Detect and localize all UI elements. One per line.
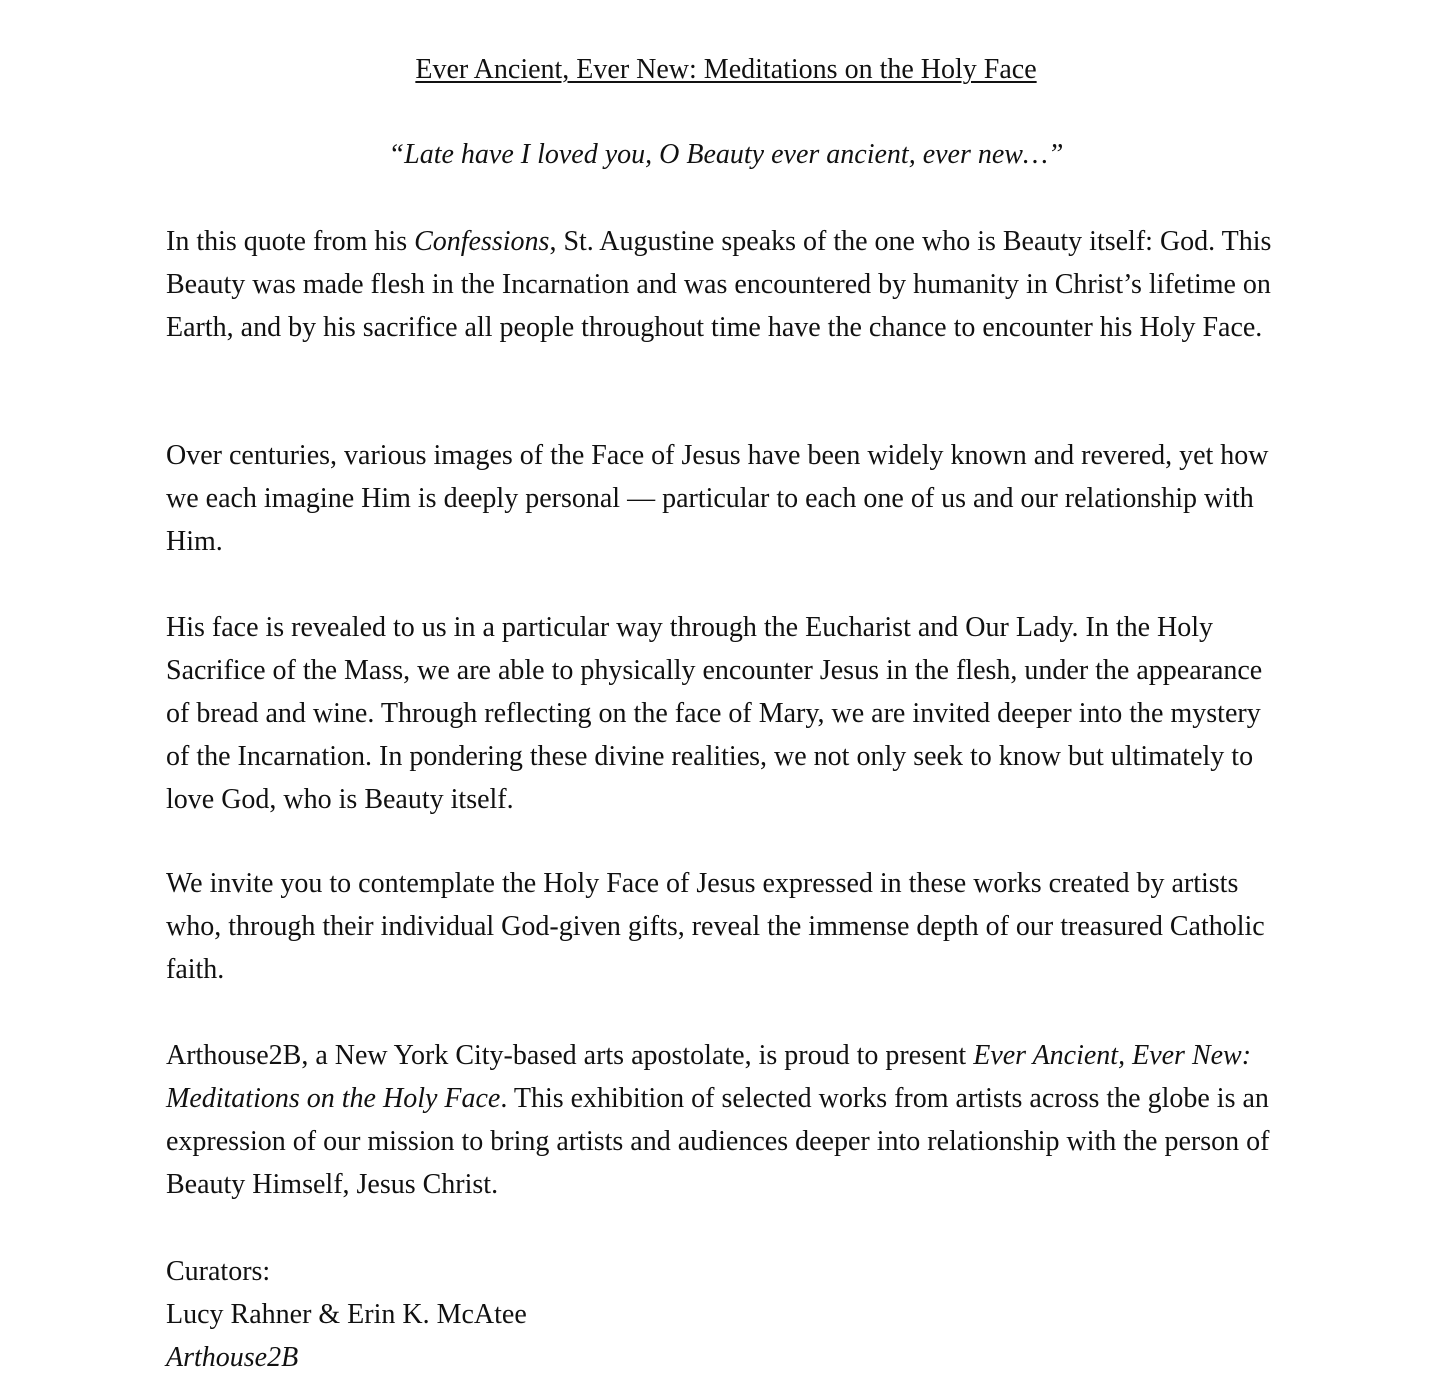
epigraph-quote: “Late have I loved you, O Beauty ever ancient, ever new…” <box>388 139 1064 170</box>
paragraph-confessions <box>166 220 1286 349</box>
paragraph-5-text-a: Arthouse2B, a New York City-based arts apostolate, is proud to present <box>166 1040 974 1071</box>
paragraph-1-text-a: In this quote from his <box>166 226 415 257</box>
paragraph-invitation: We invite you to contemplate the Holy Face of Jesus expressed in these works created by artists who, through their individual God-given gifts, reveal the immense depth of our treasured Catholic faith. <box>166 868 1265 985</box>
paragraph-5-text-c: . This exhibition of selected works from artists across the globe is an expression of our mission to bring artists and audiences deeper into relationship with the person of Beauty Himself, Jesus Christ. <box>166 1083 1270 1200</box>
curators-names: Lucy Rahner & Erin K. McAtee <box>166 1299 527 1330</box>
paragraph-5-exhibition-title: Ever Ancient, Ever New: Meditations on the Holy Face <box>166 1040 1252 1114</box>
curators-organization: Arthouse2B <box>166 1342 299 1373</box>
document-title <box>166 52 1286 88</box>
curators-credits <box>166 1250 1286 1379</box>
paragraph-1-text-c: , St. Augustine speaks of the one who is Beauty itself: God. This Beauty was made flesh in the Incarnation and was encountered by humanity in Christ’s lifetime on Earth, and by his sacrifice all people throughout time have the chance to encounter his Holy Face. <box>166 226 1272 343</box>
paragraph-1-book-title: Confessions <box>414 226 550 257</box>
curators-label: Curators: <box>166 1256 271 1287</box>
paragraph-arthouse2b <box>166 1034 1286 1206</box>
paragraph-eucharist-our-lady: His face is revealed to us in a particular way through the Eucharist and Our Lady. In the Holy Sacrifice of the Mass, we are able to physically encounter Jesus in the flesh, under the appearance of bread and wine. Through reflecting on the face of Mary, we are invited deeper into the mystery of the Incarnation. In pondering these divine realities, we not only seek to know but ultimately to love God, who is Beauty itself. <box>166 612 1263 815</box>
paragraph-images-of-jesus: Over centuries, various images of the Face of Jesus have been widely known and revered, yet how we each imagine Him is deeply personal — particular to each one of us and our relationship with Him. <box>166 440 1269 557</box>
document-title-text: Ever Ancient, Ever New: Meditations on the Holy Face <box>415 54 1037 85</box>
